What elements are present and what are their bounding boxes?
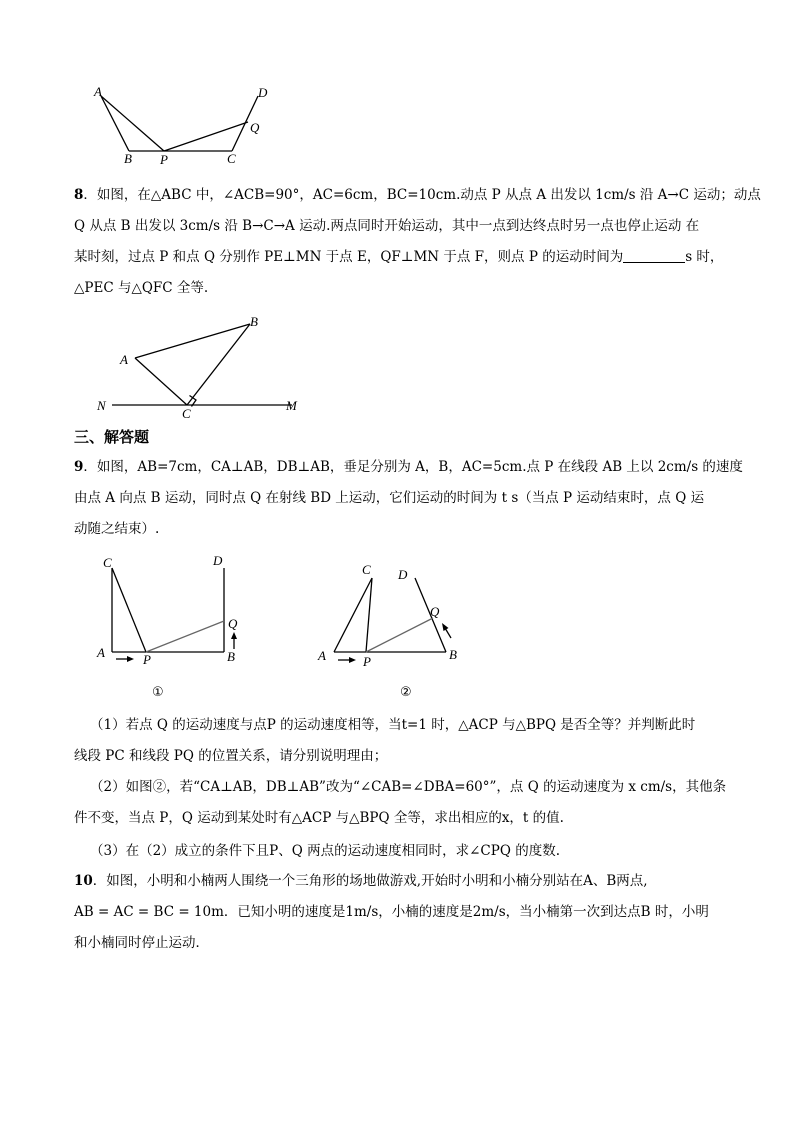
q10-text-1: ．如图，小明和小楠两人围绕一个三角形的场地做游戏,开始时小明和小楠分别站在A、B两点,: [92, 873, 648, 889]
label-q: Q: [228, 616, 238, 631]
q9-part3-line1: [90, 836, 560, 867]
q10-number: 10: [74, 873, 93, 889]
q8-number: 8: [74, 187, 84, 203]
q10-line1: [74, 866, 754, 897]
segment-ab: [135, 324, 250, 358]
q8-text-3b: s 时，: [685, 249, 724, 265]
figure-q9-1-svg: [90, 550, 260, 705]
q10-line2: [74, 897, 754, 928]
segment-ab: [101, 96, 129, 151]
q9-line2: [74, 483, 754, 514]
q10-line3: [74, 928, 754, 959]
q9-number: 9: [74, 459, 84, 475]
q9-line1: [74, 452, 754, 483]
label-p: P: [160, 152, 168, 167]
label-a: A: [318, 648, 326, 663]
q8-line2: [74, 211, 754, 242]
label-c: C: [227, 151, 236, 166]
q9-line3: [74, 514, 754, 545]
label-q: Q: [250, 120, 260, 135]
q8-line4: [74, 273, 754, 304]
arrow-q-icon: [442, 623, 449, 631]
figure-top-svg: [86, 84, 286, 174]
label-b: B: [250, 314, 258, 329]
section-heading: 三、解答题: [74, 428, 150, 446]
label-a: A: [120, 352, 128, 367]
label-m: M: [286, 398, 297, 413]
label-a: A: [97, 645, 105, 660]
label-q: Q: [430, 604, 440, 619]
caption-2: ②: [400, 685, 412, 700]
label-d: D: [213, 553, 223, 568]
label-c: C: [182, 406, 191, 421]
q9-part1-line1: [90, 710, 695, 741]
q9-part3-text-1: （3）在（2）成立的条件下且P、Q 两点的运动速度相同时，求∠CPQ 的度数.: [90, 843, 560, 859]
q9-text-3: 动随之结束）.: [74, 521, 160, 537]
label-d: D: [398, 567, 408, 582]
label-b: B: [449, 647, 457, 662]
q8-line3: [74, 242, 754, 273]
label-b: B: [227, 649, 235, 664]
label-c: C: [103, 555, 112, 570]
q10-text-2: AB = AC = BC = 10m．已知小明的速度是1m/s，小楠的速度是2m/s，当小楠第一次到达点B 时，小明: [74, 904, 709, 920]
label-d: D: [258, 85, 268, 100]
figure-q8-svg: [92, 312, 312, 422]
q8-line1: [74, 180, 761, 211]
segment-ac: [135, 358, 187, 405]
label-a: A: [94, 84, 102, 99]
segment-cp: [112, 568, 146, 652]
q8-text-4: △PEC 与△QFC 全等.: [74, 280, 209, 296]
segment-pq: [366, 618, 433, 652]
figure-q9-2-svg: [312, 550, 482, 705]
label-c: C: [362, 562, 371, 577]
q9-part1-text-2: 线段 PC 和线段 PQ 的位置关系，请分别说明理由；: [74, 748, 388, 764]
q9-part1-text-1: （1）若点 Q 的运动速度与点P 的运动速度相等，当t=1 时，△ACP 与△BPQ 是否全等？并判断此时: [90, 717, 696, 733]
label-b: B: [124, 151, 132, 166]
q9-part2-line2: [74, 803, 754, 834]
q8-text-1: ．如图，在△ABC 中，∠ACB=90°，AC=6cm，BC=10cm.动点 P 从点 A 出发以 1cm/s 沿 A→C 运动；动点: [83, 187, 761, 203]
segment-ap: [101, 96, 164, 151]
arrow-p-icon: [349, 657, 356, 663]
q9-part2-line1: [90, 772, 726, 803]
label-n: N: [97, 398, 106, 413]
arrow-q-icon: [231, 632, 237, 639]
q8-text-2: Q 从点 B 出发以 3cm/s 沿 B→C→A 运动.两点同时开始运动，其中一点到达终点时另一点也停止运动 在: [74, 218, 700, 234]
q9-part2-text-2: 件不变，当点 P，Q 运动到某处时有△ACP 与△BPQ 全等，求出相应的x，t 的值.: [74, 810, 564, 826]
label-p: P: [363, 654, 371, 669]
q9-part1-line2: [74, 741, 754, 772]
caption-1: ①: [152, 685, 164, 700]
figure-q9-2: [312, 550, 482, 705]
q8-text-3: 某时刻，过点 P 和点 Q 分别作 PE⊥MN 于点 E，QF⊥MN 于点 F，则点 P 的运动时间为: [74, 249, 624, 265]
q9-part2-text-1: （2）如图②，若“CA⊥AB，DB⊥AB”改为“∠CAB=∠DBA=60°”，点 Q 的运动速度为 x cm/s，其他条: [90, 779, 727, 795]
figure-q9-1: [90, 550, 260, 705]
q9-text-1: ．如图，AB=7cm，CA⊥AB，DB⊥AB，垂足分别为 A，B，AC=5cm.点 P 在线段 AB 上以 2cm/s 的速度: [83, 459, 743, 475]
segment-pq: [164, 122, 248, 151]
arrow-p-icon: [127, 656, 134, 662]
figure-q8: [92, 312, 312, 422]
answer-blank[interactable]: [623, 248, 685, 263]
segment-bc: [187, 324, 250, 405]
figure-top: [86, 84, 286, 174]
label-p: P: [143, 652, 151, 667]
q10-text-3: 和小楠同时停止运动．: [74, 935, 209, 951]
q9-text-2: 由点 A 向点 B 运动，同时点 Q 在射线 BD 上运动，它们运动的时间为 t s（当点 P 运动结束时，点 Q 运: [74, 490, 705, 506]
segment-pq: [146, 621, 224, 652]
